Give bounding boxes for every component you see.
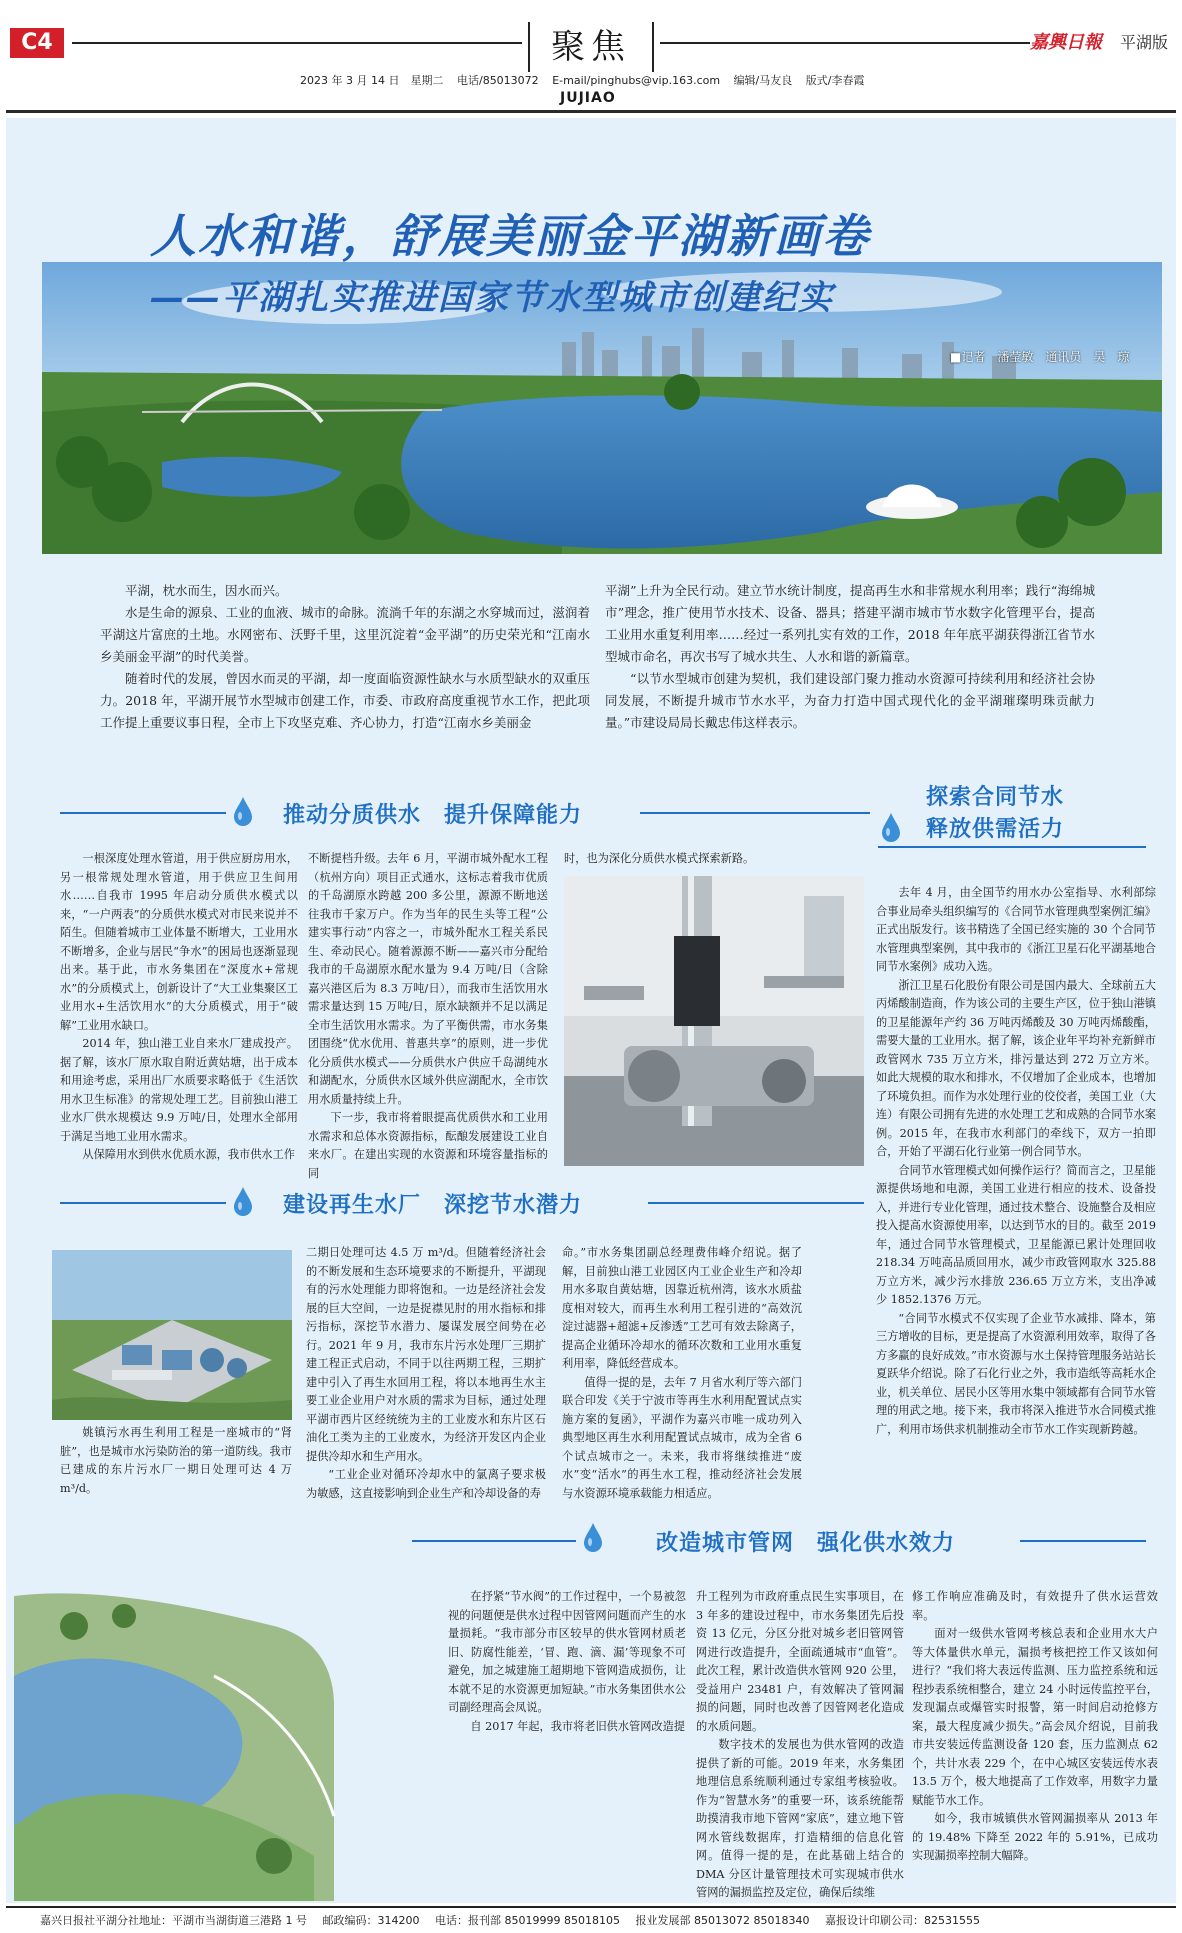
masthead: [0, 0, 1182, 110]
section-rule: [640, 812, 870, 814]
footer-ad: 报业发展部 85013072 85018340: [635, 1914, 810, 1927]
body-paragraph: 数字技术的发展也为供水管网的改造提供了新的可能。2019 年来，水务集团地理信息系统顺利通过专家组考核验收。作为“智慧水务”的重要一环，该系统能帮助摸清我市地下管网“家底”，建立地下管网水管线数据库，打造精细的信息化管网。值得一提的是，在此基础上结合的 DMA 分区计量管理技术可实现城市供水管网的漏损监控及定位，确保后续维: [696, 1738, 904, 1899]
footer-divider: [6, 1906, 1176, 1908]
section4-column-3: [912, 1588, 1158, 1866]
body-paragraph: 去年 4 月，由全国节约用水办公室指导、水利部综合事业局牵头组织编写的《合同节水管理典型案例汇编》正式出版发行。该书精选了全国已经实施的 30 个合同节水管理典型案例，其中我市的《浙江卫星石化平湖基地合同节水案例》成功入选。: [876, 886, 1156, 973]
intro-paragraph: “以节水型城市创建为契机，我们建设部门聚力推动水资源可持续利用和经济社会协同发展，不断提升城市节水水平，为奋力打造中国式现代化的金平湖璀璨明珠贡献力量。”市建设局局长戴忠伟这样表示。: [605, 671, 1095, 730]
body-paragraph: “合同节水模式不仅实现了企业节水减排、降本，第三方增收的目标，更是提高了水资源利用效率，取得了各方多赢的良好成效。”市水资源与水土保持管理服务站站长夏跃华介绍说。除了石化行业之外，我市造纸等高耗水企业，机关单位、居民小区等用水集中领域都有合同节水管理的用武之地。接下来，我市将深入推进节水合同模式推广，利用市场供求机制推动全市节水工作实现新跨越。: [876, 1311, 1156, 1436]
section2-column-2: [562, 1244, 802, 1503]
body-paragraph: 2014 年，独山港工业自来水厂建成投产。据了解，该水厂原水取自附近黄姑塘，出于成本和用途考虑，采用出厂水质要求略低于《生活饮用水卫生标准》的常规处理工艺。目前独山港工业水厂供水规模达 9.9 万吨/日，处理水全部用于满足当地工业用水需求。: [60, 1037, 298, 1143]
water-drop-icon: [582, 1522, 604, 1552]
footer-print: 嘉报设计印刷公司：82531555: [824, 1914, 980, 1927]
photo-aerial-wetland: [14, 1556, 444, 1901]
footer-address: 嘉兴日报社平湖分社地址：平湖市当湖街道三港路 1 号: [40, 1914, 307, 1927]
section-heading-supply: 推动分质供水 提升保障能力: [283, 803, 583, 828]
section-rule: [878, 846, 1146, 848]
issue-email: E-mail/pinghubs@vip.163.com: [552, 74, 721, 87]
section1-column-3: [564, 850, 864, 869]
section-heading-reclaimed-water: 建设再生水厂 深挖节水潜力: [283, 1193, 583, 1218]
body-paragraph: 下一步，我市将着眼提高优质供水和工业用水需求和总体水资源指标，酝酿发展建设工业自来水厂。在建出实现的水资源和环境容量指标的同: [308, 1111, 548, 1180]
intro-paragraph: 随着时代的发展，曾因水而灵的平湖，却一度面临资源性缺水与水质型缺水的双重压力。2018 年，平湖开展节水型城市创建工作，市委、市政府高度重视节水工作，把此项工作提上重要议事日程，全市上下攻坚克难、齐心协力，打造“江南水乡美丽金: [100, 671, 590, 730]
issue-designer: 版式/李春霞: [805, 74, 865, 87]
body-paragraph: 升工程列为市政府重点民生实事项目，在 3 年多的建设过程中，市水务集团先后投资 13 亿元，分区分批对城乡老旧管网管网进行改造提升，全面疏通城市“血管”。此次工程，累计改造供水管网 920 公里，受益用户 23481 户，有效解决了管网漏损的问题，同时也改善了因管网老化造成的水质问题。: [696, 1590, 904, 1733]
issue-editor: 编辑/马友良: [733, 74, 793, 87]
body-paragraph: 自 2017 年起，我市将老旧供水管网改造提: [470, 1719, 685, 1733]
body-paragraph: “工业企业对循环冷却水中的氯离子要求极为敏感，这直接影响到企业生产和冷却设备的寿: [306, 1468, 546, 1500]
body-paragraph: 值得一提的是，去年 7 月省水利厅等六部门联合印发《关于宁波市等再生水利用配置试点实施方案的复函》，平湖作为嘉兴市唯一成功列入典型地区再生水利用配置试点城市，成为全省 6 个试点城市之一。未来，我市将继续推进“废水”变“活水”的再生水工程，推动经济社会发展与水资源环境承载能力相适应。: [562, 1375, 802, 1500]
body-paragraph: 不断提档升级。去年 6 月，平湖市城外配水工程（杭州方向）项目正式通水，这标志着我市优质的千岛湖原水跨越 200 多公里，源源不断地送往我市千家万户。作为当年的民生头等工程“公建实事行动”内容之一，市城外配水工程关系民生、牵动民心。随着源源不断——嘉兴市分配给我市的千岛湖原水配水量为 9.4 万吨/日（含除嘉兴港区后为 8.3 万吨/日），而我市生活饮用水需求量达到 15 万吨/日，原水缺额并不足以满足全市生活饮用水需求。为了平衡供需，市水务集团围绕“优水优用、普惠共享”的原则，进一步优化分质供水模式——分质供水户供应千岛湖纯水和湖配水，分质供水区域外供应湖配水，全市饮用水质量持续上升。: [308, 852, 548, 1106]
intro-column-left: [100, 580, 590, 734]
section-title: 聚焦: [528, 22, 654, 72]
photo-water-equipment: [564, 876, 864, 1166]
issue-date: 2023 年 3 月 14 日 星期二: [300, 74, 444, 87]
caption-text: 姚镇污水再生利用工程是一座城市的“肾脏”，也是城市水污染防治的第一道防线。我市已建成的东片污水厂一期日处理可达 4 万 m³/d。: [60, 1426, 292, 1495]
newspaper-logo: 嘉興日報: [1030, 32, 1102, 53]
section-heading-pipe-network: 改造城市管网 强化供水效力: [656, 1531, 956, 1556]
body-paragraph: 二期日处理可达 4.5 万 m³/d。但随着经济社会的不断发展和生态环境要求的不断提升，平湖现有的污水处理能力即将饱和。一边是经济社会发展的巨大空间，一边是捉襟见肘的用水指标和排污指标，深挖节水潜力、屡谋发展空间势在必行。2021 年 9 月，我市东片污水处理厂三期扩建工程正式启动，不同于以往两期工程，三期扩建中引入了再生水回用工程，将以本地再生水主要工业企业用户对水质的需求为目标，通过处理平湖市西片区经统统为主的工业废水和东片区石油化工类为主的工业废水，为经济开发区内企业提供冷却水和生产用水。: [306, 1246, 546, 1463]
body-paragraph: 如今，我市城镇供水管网漏损率从 2013 年的 19.48% 下降至 2022 年的 5.91%，已成功实现漏损率控制大幅降。: [912, 1812, 1158, 1862]
article-subheadline: ——平湖扎实推进国家节水型城市创建纪实: [150, 278, 834, 318]
photo-sewage-plant: [52, 1250, 292, 1420]
body-paragraph: 修工作响应准确及时，有效提升了供水运营效率。: [912, 1590, 1158, 1622]
body-paragraph: 命。”市水务集团副总经理费伟峰介绍说。据了解，目前独山港工业园区内工业企业生产和冷却用水多取自黄姑塘，因靠近杭州湾，该水水质盐度相对较大，而再生水利用工程引进的“高效沉淀过滤器+超滤+反渗透”工艺可有效去除离子，提高企业循环冷却水的循环次数和工业用水重复利用率，降低经营成本。: [562, 1246, 802, 1370]
section-title-en: JUJIAO: [560, 90, 616, 106]
article-headline: 人水和谐，舒展美丽金平湖新画卷: [150, 209, 870, 263]
body-paragraph: 从保障用水到供水优质水源，我市供水工作: [82, 1148, 295, 1161]
section-rule: [648, 1202, 864, 1204]
footer-phone: 电话：报刊部 85019999 85018105: [435, 1914, 620, 1927]
section1-column-2: [308, 850, 548, 1183]
section-rule: [1020, 1540, 1146, 1542]
issue-phone: 电话/85013072: [456, 74, 539, 87]
header-rule: [72, 42, 522, 44]
intro-paragraph: 平湖”上升为全民行动。建立节水统计制度，提高再生水和非常规水利用率；践行“海绵城市”理念，推广使用节水技术、设备、器具；搭建平湖市城市节水数字化管理平台，提高工业用水重复利用率……经过一系列扎实有效的工作，2018 年年底平湖获得浙江省节水型城市命名，再次书写了城水共生、人水和谐的新篇章。: [605, 583, 1095, 664]
body-paragraph: 在抒紧“节水阀”的工作过程中，一个易被忽视的问题便是供水过程中因管网问题而产生的水量损耗。“我市部分市区较早的供水管网材质老旧、防腐性能差，‘冒、跑、滴、漏’等现象不可避免，加之城建施工超期地下管网造成损伤，让本就不足的水资源更加短缺。”市水务集团供水公司副经理高会凤说。: [448, 1590, 686, 1714]
section4-column-1: [448, 1588, 686, 1736]
water-drop-icon: [232, 1186, 254, 1216]
intro-paragraph: 平湖，枕水而生，因水而兴。: [125, 583, 288, 598]
body-paragraph: 一根深度处理水管道，用于供应厨房用水，另一根常规处理水管道，用于供应卫生间用水……自我市 1995 年启动分质供水模式以来，“一户两表”的分质供水模式对市民来说并不陌生。但随着城市工业体量不断增大，工业用水不断增多，企业与居民“争水”的困局也逐渐显现出来。基于此，市水务集团在“深度水+常规水”的分质模式上，创新设计了“大工业集聚区工业用水+生活饮用水”的大分质模式，用于“破解”工业用水缺口。: [60, 852, 298, 1032]
section-heading-contract-text: 探索合同节水 释放供需活力: [926, 785, 1088, 842]
footer: [40, 1912, 1160, 1928]
article-byline: ■记者 潘莹敏 通讯员 吴 琼: [950, 350, 1130, 364]
section2-column-1: [306, 1244, 546, 1503]
header-divider: [6, 110, 1176, 113]
intro-column-right: [605, 580, 1095, 734]
body-paragraph: 合同节水管理模式如何操作运行？简而言之，卫星能源提供场地和电源，美国工业进行相应的技术、设备投入，并进行专业化管理，通过技术整合、设施整合及相应投入提高水资源使用率，以达到节水的目的。截至 2019 年，通过合同节水管理模式，卫星能源已累计处理回收 218.34 万吨高品质回用水，减少市政管网取水 325.88 万立方米，减少污水排放 236.65 万立方米，支出净减少 1852.1376 万元。: [876, 1163, 1156, 1306]
body-paragraph: 面对一级供水管网考核总表和企业用水大户等大体量供水单元，漏损考核把控工作又该如何进行？“我们将大表远传监测、压力监控系统和远程抄表系统相整合，建立 24 小时远传监控平台，发现漏点或爆管实时报警，第一时间启动抢修方案，最大程度减少损失。”高会凤介绍说，目前我市共安装远传监测设备 120 套，压力监测点 62 个，共计水表 229 个，在中心城区安装远传水表 13.5 万个，极大地提高了工作效率，用数字力量赋能节水工作。: [912, 1627, 1158, 1807]
section3-column: [876, 884, 1156, 1439]
issue-info: [300, 72, 900, 88]
photo-caption: [60, 1424, 292, 1498]
water-drop-icon: [232, 796, 254, 826]
section-rule: [412, 1540, 576, 1542]
footer-postcode: 邮政编码：314200: [322, 1914, 420, 1927]
header-rule: [660, 42, 1030, 44]
page-number-tag: C4: [10, 28, 64, 58]
body-paragraph: 时，也为深化分质供水模式探索新路。: [564, 852, 755, 865]
section-rule: [60, 1202, 226, 1204]
section-rule: [60, 812, 226, 814]
body-paragraph: 浙江卫星石化股份有限公司是国内最大、全球前五大丙烯酸制造商，作为该公司的主要生产区，位于独山港镇的卫星能源年产约 36 万吨丙烯酸及 30 万吨丙烯酸酯，需要大量的工业用水。据了解，该企业年平均补充新鲜市政管网水 735 万立方米，排污量达到 272 万立方米。如此大规模的取水和排水，不仅增加了企业成本，也增加了环境负担。而作为水处理行业的佼佼者，美国工业（大连）有限公司拥有先进的水处理工艺和成熟的合同节水案例。2015 年，在我市水利部门的牵线下，双方一拍即合，开始了平湖石化行业第一例合同节水。: [876, 978, 1156, 1158]
intro-paragraph: 水是生命的源泉、工业的血液、城市的命脉。流淌千年的东湖之水穿城而过，滋润着平湖这片富庶的土地。水网密布、沃野千里，这里沉淀着“金平湖”的历史荣光和“江南水乡美丽金平湖”的时代美誉。: [100, 605, 590, 664]
section-heading-contract: [926, 782, 1088, 846]
section1-column-1: [60, 850, 298, 1165]
edition-label: 平湖版: [1120, 33, 1169, 52]
section4-column-2: [696, 1588, 904, 1903]
water-drop-icon: [880, 812, 902, 842]
